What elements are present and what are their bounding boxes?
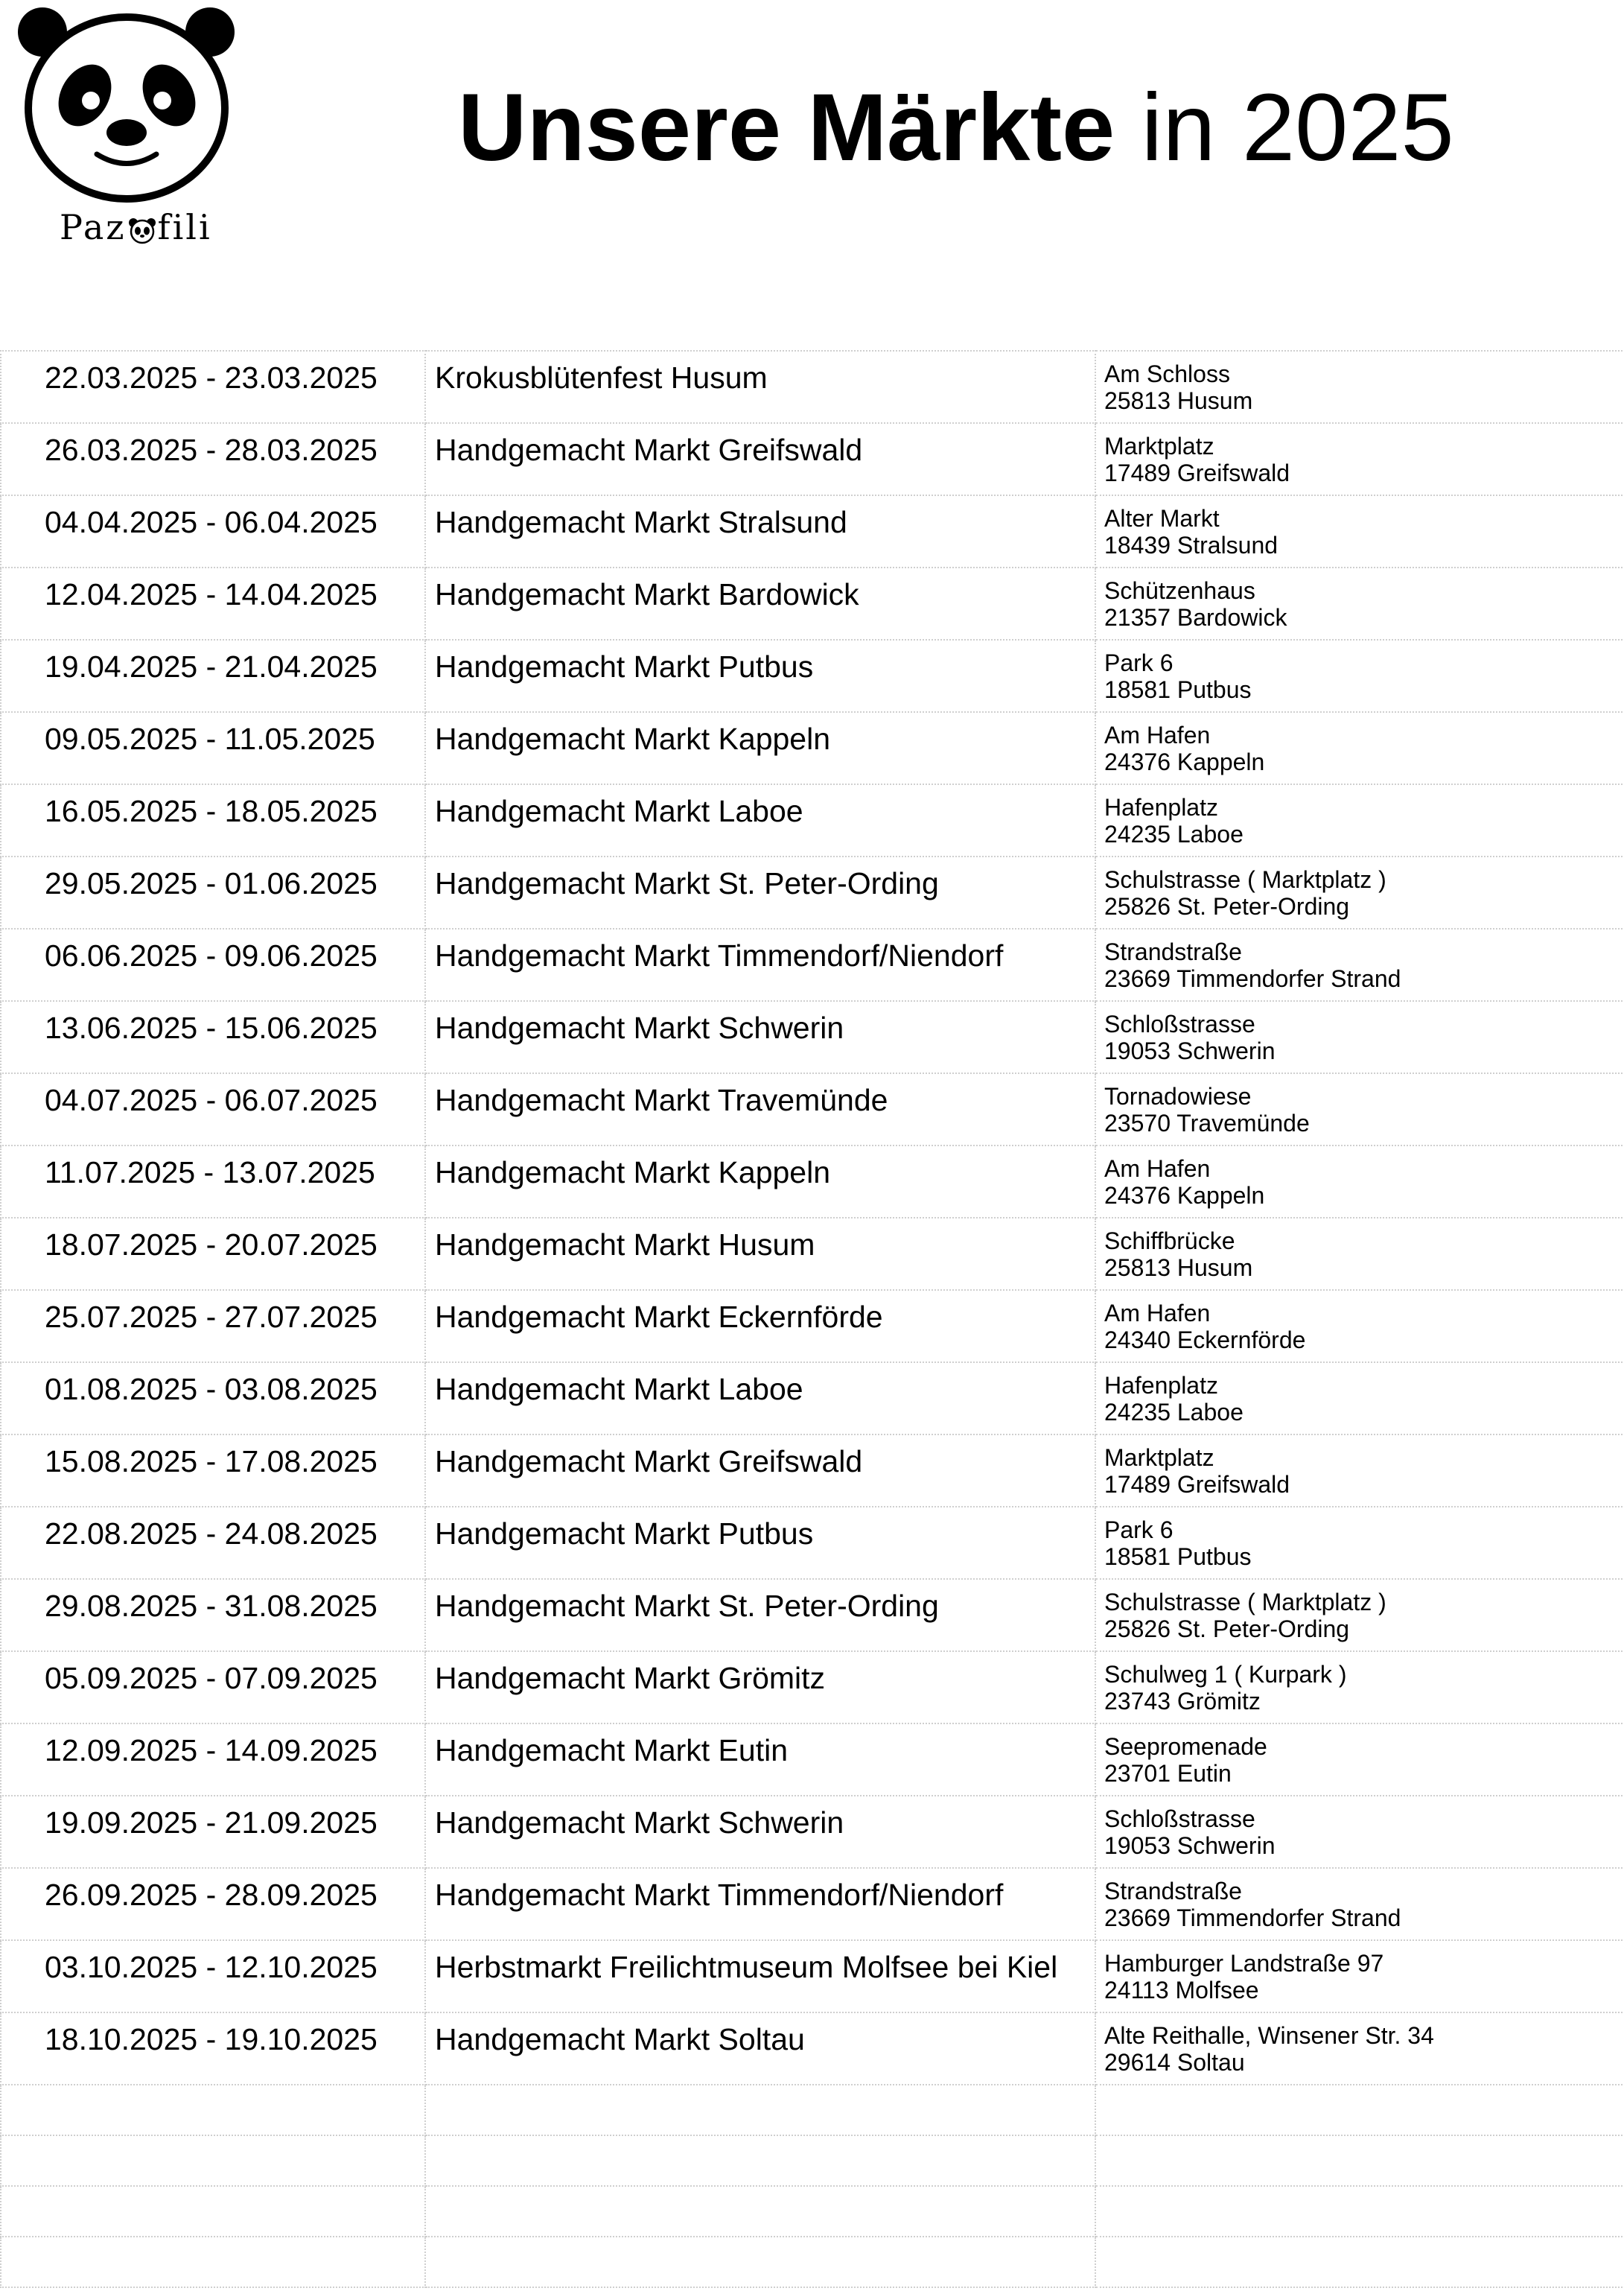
market-name: Handgemacht Markt St. Peter-Ording (435, 1589, 939, 1623)
markets-table-body (1, 351, 1624, 2287)
name-cell (425, 1073, 1095, 1146)
date-cell (1, 712, 425, 784)
date-cell (1, 1434, 425, 1507)
market-date: 26.03.2025 - 28.03.2025 (45, 433, 378, 467)
empty-row (1, 2237, 1624, 2287)
date-cell (1, 1290, 425, 1362)
market-city: 24113 Molfsee (1104, 1977, 1259, 2004)
market-name: Handgemacht Markt Greifswald (435, 433, 863, 467)
market-date: 12.09.2025 - 14.09.2025 (45, 1733, 378, 1767)
market-date: 16.05.2025 - 18.05.2025 (45, 794, 378, 828)
market-date: 04.04.2025 - 06.04.2025 (45, 505, 378, 539)
market-city: 17489 Greifswald (1104, 460, 1290, 486)
market-city: 18439 Stralsund (1104, 532, 1278, 559)
date-cell (1, 929, 425, 1001)
location-cell (1095, 1362, 1624, 1434)
title-bold: Unsere Märkte (458, 74, 1115, 181)
market-date: 18.10.2025 - 19.10.2025 (45, 2022, 378, 2056)
market-street: Schulweg 1 ( Kurpark ) (1104, 1661, 1347, 1688)
market-name: Handgemacht Markt Eckernförde (435, 1300, 883, 1334)
market-date: 15.08.2025 - 17.08.2025 (45, 1444, 378, 1478)
location-cell (1095, 857, 1624, 929)
empty-row (1, 2135, 1624, 2186)
empty-cell (425, 2135, 1095, 2186)
name-cell (425, 1507, 1095, 1579)
name-cell (425, 929, 1095, 1001)
date-cell (1, 1723, 425, 1796)
name-cell (425, 1796, 1095, 1868)
market-city: 23570 Travemünde (1104, 1110, 1310, 1137)
date-cell (1, 1940, 425, 2012)
market-street: Park 6 (1104, 649, 1174, 676)
location-cell (1095, 1579, 1624, 1651)
table-row (1, 1073, 1624, 1146)
table-row (1, 1434, 1624, 1507)
location-cell (1095, 1434, 1624, 1507)
name-cell (425, 1868, 1095, 1940)
market-name: Handgemacht Markt Putbus (435, 1516, 814, 1551)
market-city: 25813 Husum (1104, 387, 1253, 414)
market-city: 24376 Kappeln (1104, 749, 1265, 775)
name-cell (425, 423, 1095, 495)
market-street: Am Hafen (1104, 1300, 1211, 1326)
page-title (458, 69, 1454, 188)
market-date: 12.04.2025 - 14.04.2025 (45, 577, 378, 611)
table-row (1, 1651, 1624, 1723)
market-name: Herbstmarkt Freilichtmuseum Molfsee bei Kiel (435, 1950, 1058, 1984)
name-cell (425, 495, 1095, 568)
table-row (1, 1290, 1624, 1362)
empty-row (1, 2186, 1624, 2237)
location-cell (1095, 1796, 1624, 1868)
market-date: 19.09.2025 - 21.09.2025 (45, 1805, 378, 1840)
location-cell (1095, 1868, 1624, 1940)
empty-cell (425, 2237, 1095, 2287)
market-street: Marktplatz (1104, 1444, 1214, 1471)
market-street: Hamburger Landstraße 97 (1104, 1950, 1384, 1977)
market-street: Alte Reithalle, Winsener Str. 34 (1104, 2022, 1434, 2049)
market-date: 22.08.2025 - 24.08.2025 (45, 1516, 378, 1551)
table-row (1, 351, 1624, 423)
date-cell (1, 423, 425, 495)
market-city: 19053 Schwerin (1104, 1832, 1276, 1859)
market-city: 18581 Putbus (1104, 676, 1252, 703)
market-name: Handgemacht Markt Travemünde (435, 1083, 888, 1117)
location-cell (1095, 495, 1624, 568)
location-cell (1095, 351, 1624, 423)
market-date: 04.07.2025 - 06.07.2025 (45, 1083, 378, 1117)
market-city: 24235 Laboe (1104, 821, 1244, 848)
market-street: Schulstrasse ( Marktplatz ) (1104, 1589, 1386, 1615)
market-date: 18.07.2025 - 20.07.2025 (45, 1227, 378, 1262)
market-street: Schloßstrasse (1104, 1805, 1255, 1832)
location-cell (1095, 2012, 1624, 2085)
name-cell (425, 1218, 1095, 1290)
market-name: Handgemacht Markt Schwerin (435, 1011, 844, 1045)
market-street: Am Hafen (1104, 1155, 1211, 1182)
name-cell (425, 1940, 1095, 2012)
empty-cell (1, 2085, 425, 2135)
market-date: 29.08.2025 - 31.08.2025 (45, 1589, 378, 1623)
name-cell (425, 1001, 1095, 1073)
market-city: 25813 Husum (1104, 1254, 1253, 1281)
name-cell (425, 1146, 1095, 1218)
date-cell (1, 1651, 425, 1723)
table-row (1, 712, 1624, 784)
market-city: 24340 Eckernförde (1104, 1326, 1306, 1353)
date-cell (1, 1001, 425, 1073)
market-name: Handgemacht Markt Kappeln (435, 722, 831, 756)
empty-row (1, 2085, 1624, 2135)
name-cell (425, 1579, 1095, 1651)
market-city: 18581 Putbus (1104, 1543, 1252, 1570)
empty-cell (425, 2085, 1095, 2135)
location-cell (1095, 1651, 1624, 1723)
market-street: Schützenhaus (1104, 577, 1255, 604)
market-name: Handgemacht Markt Putbus (435, 649, 814, 684)
market-name: Handgemacht Markt St. Peter-Ording (435, 866, 939, 900)
table-row (1, 1940, 1624, 2012)
market-street: Hafenplatz (1104, 794, 1218, 821)
name-cell (425, 1651, 1095, 1723)
location-cell (1095, 1218, 1624, 1290)
table-row (1, 784, 1624, 857)
location-cell (1095, 1507, 1624, 1579)
market-name: Krokusblütenfest Husum (435, 360, 768, 395)
location-cell (1095, 929, 1624, 1001)
market-city: 23701 Eutin (1104, 1760, 1232, 1787)
name-cell (425, 784, 1095, 857)
market-date: 19.04.2025 - 21.04.2025 (45, 649, 378, 684)
market-street: Strandstraße (1104, 1878, 1242, 1904)
name-cell (425, 1723, 1095, 1796)
table-row (1, 1001, 1624, 1073)
market-name: Handgemacht Markt Bardowick (435, 577, 859, 611)
panda-icon (16, 0, 247, 209)
location-cell (1095, 1001, 1624, 1073)
market-street: Schulstrasse ( Marktplatz ) (1104, 866, 1386, 893)
market-city: 19053 Schwerin (1104, 1038, 1276, 1064)
table-row (1, 568, 1624, 640)
market-street: Am Hafen (1104, 722, 1211, 749)
market-date: 06.06.2025 - 09.06.2025 (45, 938, 378, 973)
empty-cell (1, 2135, 425, 2186)
name-cell (425, 568, 1095, 640)
market-date: 01.08.2025 - 03.08.2025 (45, 1372, 378, 1406)
table-row (1, 640, 1624, 712)
market-name: Handgemacht Markt Stralsund (435, 505, 847, 539)
markets-table (0, 350, 1624, 2288)
market-city: 25826 St. Peter-Ording (1104, 1615, 1350, 1642)
date-cell (1, 640, 425, 712)
location-cell (1095, 568, 1624, 640)
empty-cell (1, 2186, 425, 2237)
table-row (1, 2012, 1624, 2085)
market-name: Handgemacht Markt Husum (435, 1227, 815, 1262)
date-cell (1, 1507, 425, 1579)
market-city: 21357 Bardowick (1104, 604, 1287, 631)
table-row (1, 1579, 1624, 1651)
location-cell (1095, 1146, 1624, 1218)
date-cell (1, 1868, 425, 1940)
date-cell (1, 1796, 425, 1868)
market-street: Schiffbrücke (1104, 1227, 1235, 1254)
market-date: 05.09.2025 - 07.09.2025 (45, 1661, 378, 1695)
market-city: 17489 Greifswald (1104, 1471, 1290, 1498)
table-row (1, 1723, 1624, 1796)
name-cell (425, 1290, 1095, 1362)
date-cell (1, 1073, 425, 1146)
empty-cell (1, 2237, 425, 2287)
market-name: Handgemacht Markt Laboe (435, 1372, 803, 1406)
date-cell (1, 857, 425, 929)
location-cell (1095, 1290, 1624, 1362)
location-cell (1095, 1940, 1624, 2012)
market-street: Tornadowiese (1104, 1083, 1252, 1110)
date-cell (1, 1362, 425, 1434)
market-city: 24235 Laboe (1104, 1399, 1244, 1426)
name-cell (425, 351, 1095, 423)
market-date: 13.06.2025 - 15.06.2025 (45, 1011, 378, 1045)
market-street: Schloßstrasse (1104, 1011, 1255, 1038)
market-name: Handgemacht Markt Eutin (435, 1733, 789, 1767)
date-cell (1, 1218, 425, 1290)
market-street: Am Schloss (1104, 360, 1230, 387)
name-cell (425, 1362, 1095, 1434)
table-row (1, 1507, 1624, 1579)
name-cell (425, 712, 1095, 784)
empty-cell (1095, 2085, 1624, 2135)
market-city: 25826 St. Peter-Ording (1104, 893, 1350, 920)
table-row (1, 929, 1624, 1001)
market-street: Strandstraße (1104, 938, 1242, 965)
market-city: 23669 Timmendorfer Strand (1104, 965, 1401, 992)
market-date: 11.07.2025 - 13.07.2025 (45, 1155, 375, 1189)
market-street: Marktplatz (1104, 433, 1214, 460)
table-row (1, 1796, 1624, 1868)
market-name: Handgemacht Markt Timmendorf/Niendorf (435, 938, 1004, 973)
brand-name-right: fili (157, 207, 212, 247)
table-row (1, 423, 1624, 495)
mini-panda-icon (128, 213, 156, 241)
date-cell (1, 351, 425, 423)
market-date: 09.05.2025 - 11.05.2025 (45, 722, 375, 756)
name-cell (425, 640, 1095, 712)
market-city: 23743 Grömitz (1104, 1688, 1261, 1715)
market-name: Handgemacht Markt Timmendorf/Niendorf (435, 1878, 1004, 1912)
market-name: Handgemacht Markt Laboe (435, 794, 803, 828)
empty-cell (1095, 2135, 1624, 2186)
market-city: 24376 Kappeln (1104, 1182, 1265, 1209)
table-row (1, 495, 1624, 568)
name-cell (425, 2012, 1095, 2085)
location-cell (1095, 423, 1624, 495)
date-cell (1, 1579, 425, 1651)
table-row (1, 1218, 1624, 1290)
location-cell (1095, 784, 1624, 857)
market-date: 29.05.2025 - 01.06.2025 (45, 866, 378, 900)
table-row (1, 1146, 1624, 1218)
location-cell (1095, 1723, 1624, 1796)
market-street: Alter Markt (1104, 505, 1220, 532)
location-cell (1095, 1073, 1624, 1146)
market-city: 23669 Timmendorfer Strand (1104, 1904, 1401, 1931)
market-street: Hafenplatz (1104, 1372, 1218, 1399)
date-cell (1, 784, 425, 857)
market-name: Handgemacht Markt Grömitz (435, 1661, 826, 1695)
market-street: Park 6 (1104, 1516, 1174, 1543)
name-cell (425, 1434, 1095, 1507)
table-row (1, 1362, 1624, 1434)
date-cell (1, 2012, 425, 2085)
empty-cell (1095, 2186, 1624, 2237)
market-street: Seepromenade (1104, 1733, 1267, 1760)
market-city: 29614 Soltau (1104, 2049, 1245, 2076)
market-name: Handgemacht Markt Kappeln (435, 1155, 831, 1189)
table-row (1, 857, 1624, 929)
empty-cell (425, 2186, 1095, 2237)
location-cell (1095, 712, 1624, 784)
market-date: 22.03.2025 - 23.03.2025 (45, 360, 378, 395)
date-cell (1, 495, 425, 568)
location-cell (1095, 640, 1624, 712)
market-name: Handgemacht Markt Greifswald (435, 1444, 863, 1478)
market-date: 26.09.2025 - 28.09.2025 (45, 1878, 378, 1912)
market-name: Handgemacht Markt Soltau (435, 2022, 805, 2056)
market-date: 25.07.2025 - 27.07.2025 (45, 1300, 378, 1334)
market-name: Handgemacht Markt Schwerin (435, 1805, 844, 1840)
brand-name (60, 207, 212, 247)
market-date: 03.10.2025 - 12.10.2025 (45, 1950, 378, 1984)
empty-cell (1095, 2237, 1624, 2287)
date-cell (1, 1146, 425, 1218)
name-cell (425, 857, 1095, 929)
date-cell (1, 568, 425, 640)
title-year: in 2025 (1115, 74, 1454, 181)
table-row (1, 1868, 1624, 1940)
brand-name-left: Paz (60, 207, 127, 247)
